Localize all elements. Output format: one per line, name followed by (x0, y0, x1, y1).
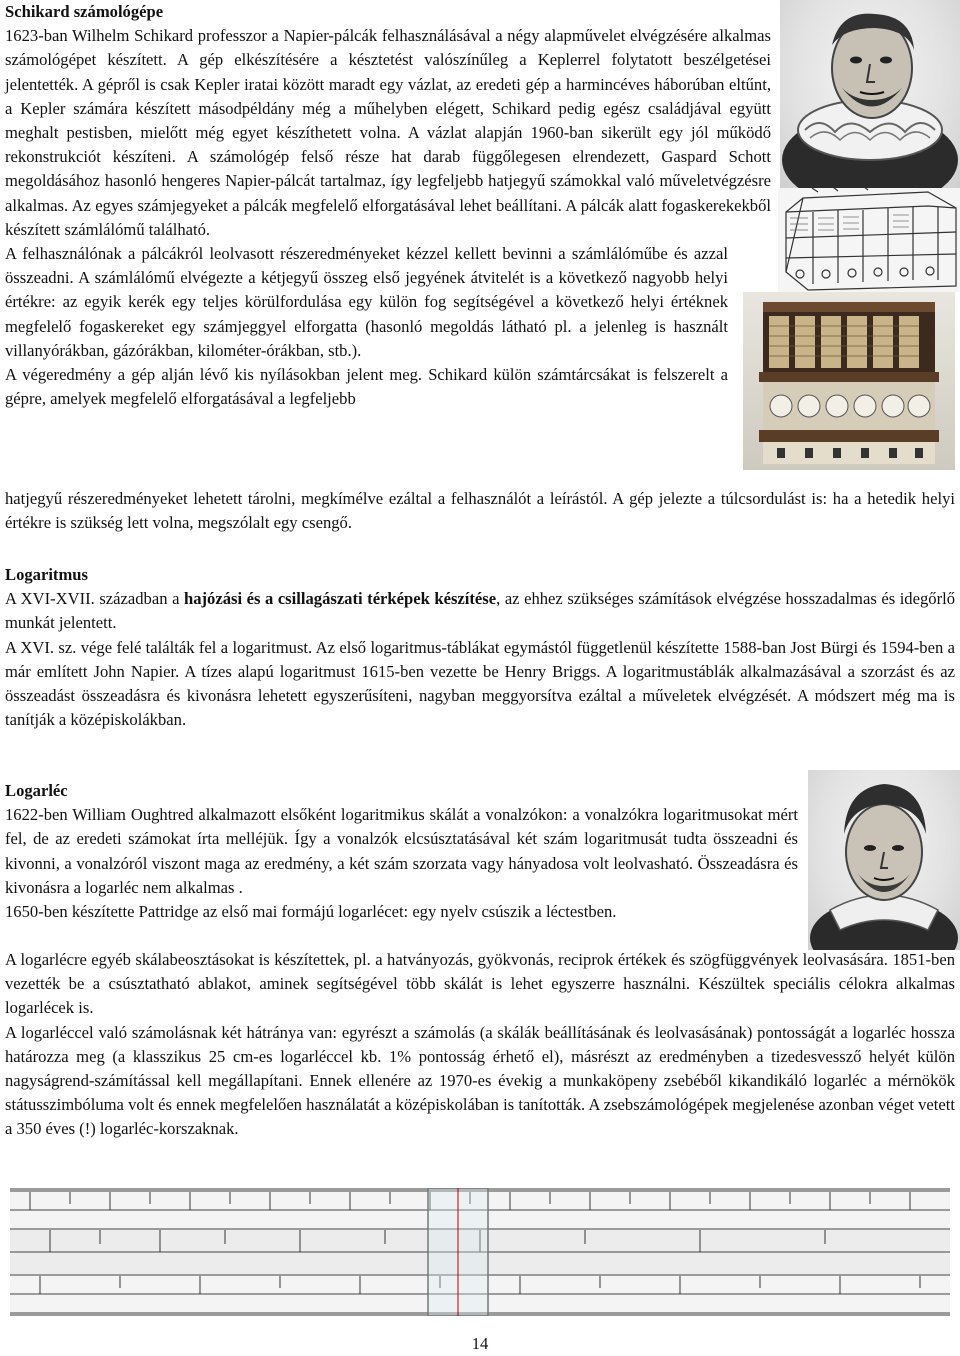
logarlec-paragraph-4: A logarléccel való számolásnak két hátránya van: egyrészt a számolás (a skálák beállításának és leolvasásának) pontosságát a logarléc hossza határozza meg (a klasszikus 25 cm-es logarléccel kb. 1% pontosság érhető el), másrészt az eredményben a tizedesvessző helyét külön nagyságrend-számítással kell megállapítani. Ennek ellenére az 1970-es évekig a munkaköpeny zsebéből kikandikáló logarléc a mérnökök státusszimbóluma volt és ennek megfelelően használatát a középiskolában is tanították. A zsebszámológépek megjelenése azonban véget vetett a 350 éves (!) logarléc-korszaknak. (5, 1022, 955, 1139)
logaritmus-section (5, 563, 955, 732)
schickard-section-bottom (5, 487, 955, 535)
slide-rule-photo (10, 1188, 950, 1316)
schickard-reconstruction-photo (743, 292, 955, 470)
logarlec-section-bottom (5, 948, 955, 1142)
section-heading-schickard: Schikard számológépe (5, 2, 164, 21)
logarlec-paragraph-1: 1622-ben William Oughtred alkalmazott elsőként logaritmikus skálát a vonalzókon: a vonalzókra logaritmusokat mért fel, de az eredeti számokat írta melléjük. Így a vonalzók elcsúsztatásával két szám logaritmusát tudta összeadni és kivonni, a vonalzóról viszont maga az eredmény, a két szám szorzata vagy hányadosa volt leolvasható. Összeadásra és kivonásra a logarléc nem alkalmas . (5, 805, 798, 897)
oughtred-portrait (808, 770, 960, 950)
oughtred-portrait-drawing (808, 770, 960, 950)
section-heading-logaritmus: Logaritmus (5, 565, 88, 584)
schickard-portrait (780, 0, 960, 190)
reconstruction-photo-drawing (743, 292, 955, 470)
logaritmus-text-pre: A XVI-XVII. században a (5, 589, 184, 609)
page-number: 14 (471, 1334, 489, 1353)
logaritmus-paragraph-2: A XVI. sz. vége felé találták fel a logaritmust. Az első logaritmus-táblákat egymástól függetlenül készítette 1588-ban Jost Bürgi és 1594-ben a már említett John Napier. A tízes alapú logaritmust 1615-ben vezette be Henry Briggs. A logaritmustáblák alkalmazásával a szorzást és az összeadást összeadásra és kivonásra lehetett egyszerűsíteni, nagyban meggyorsítva ezáltal a műveletek elvégzését. A módszert még ma is tanítják a középiskolákban. (5, 637, 955, 730)
schickard-paragraph-1: 1623-ban Wilhelm Schikard professzor a Napier-pálcák felhasználásával a négy alapművelet elvégzésére alkalmas számológépet készített. A gép elkészítésére a késztetést valószínűleg a Keplerrel folytatott beszélgetései jelentették. A gépről is csak Kepler iratai között maradt egy vázlat, az eredeti gép a harmincéves háborúban eltűnt, a Kepler számára készített másodpéldány még a műhelyben elégett, Schikard pedig egész családjával együtt meghalt pestisben, mielőtt még egyet készíthetett volna. A vázlat alapján 1960-ban sikerült egy jól működő rekonstrukciót készíteni. A számológép felső része hat darab függőlegesen elrendezett, Gaspard Schott megoldásához hasonló hengeres Napier-pálcát tartalmaz, így legfeljebb hatjegyű számokkal való műveletvégzésre alkalmas. Az egyes számjegyeket a pálcák megfelelő elforgatásával lehet beállítani. A pálcák alatt fogaskerekekből készített számlálómű található. (5, 26, 771, 239)
section-heading-logarlec: Logarléc (5, 781, 68, 800)
schickard-paragraph-3a: A végeredmény a gép alján lévő kis nyílásokban jelent meg. Schikard külön számtárcsákat is felszerelt a gépre, amelyek megfelelő elforgatásával a legfeljebb (5, 365, 728, 409)
logarlec-paragraph-3: A logarlécre egyéb skálabeosztásokat is készítettek, pl. a hatványozás, gyökvonás, reciprok értékek és szögfüggvények leolvasására. 1851-ben vezették be a csúsztatható ablakot, aminek segítségével több skálát is lehet egyszerre használni. Készültek speciális célokra alkalmas logarlécek is. (5, 950, 955, 1018)
logarlec-paragraph-2: 1650-ben készítette Pattridge az első mai formájú logarlécet: egy nyelv csúszik a léctestben. (5, 902, 617, 922)
schickard-paragraph-2: A felhasználónak a pálcákról leolvasott részeredményeket kézzel kellett bevinni a számlálóműbe és azzal összeadni. A számlálómű elvégezte a kétjegyű összeg első jegyének átvitelét is a következő nagyobb helyi értékre: az egyik kerék egy teljes körülfordulása egy külön fog segítségével a következő helyi értéknek megfelelő fogaskereket egy számjeggyel elforgatta (hasonló megoldás látható pl. a jelenleg is használt villanyórákban, gázórákban, kilométer-órákban, stb.). (5, 244, 728, 360)
logaritmus-text-bold: hajózási és a csillagászati térképek készítése (183, 589, 497, 609)
logarlec-section-top (5, 779, 798, 924)
logaritmus-paragraph-1 (5, 587, 955, 635)
logaritmus-text-post: , az ehhez szükséges számítások elvégzése hosszadalmas és idegőrlő munkát jelentett. (5, 589, 955, 633)
schickard-portrait-drawing (780, 0, 960, 190)
schickard-section-top (5, 0, 771, 411)
schickard-sketch (778, 188, 960, 292)
slide-rule-drawing (10, 1188, 950, 1316)
schickard-paragraph-3b: hatjegyű részeredményeket lehetett tárolni, megkímélve ezáltal a felhasználót a leírástól. A gép jelezte a túlcsordulást is: ha a hetedik helyi értékre is szükség lett volna, megszólalt egy csengő. (5, 489, 955, 533)
schickard-sketch-drawing (778, 188, 960, 292)
